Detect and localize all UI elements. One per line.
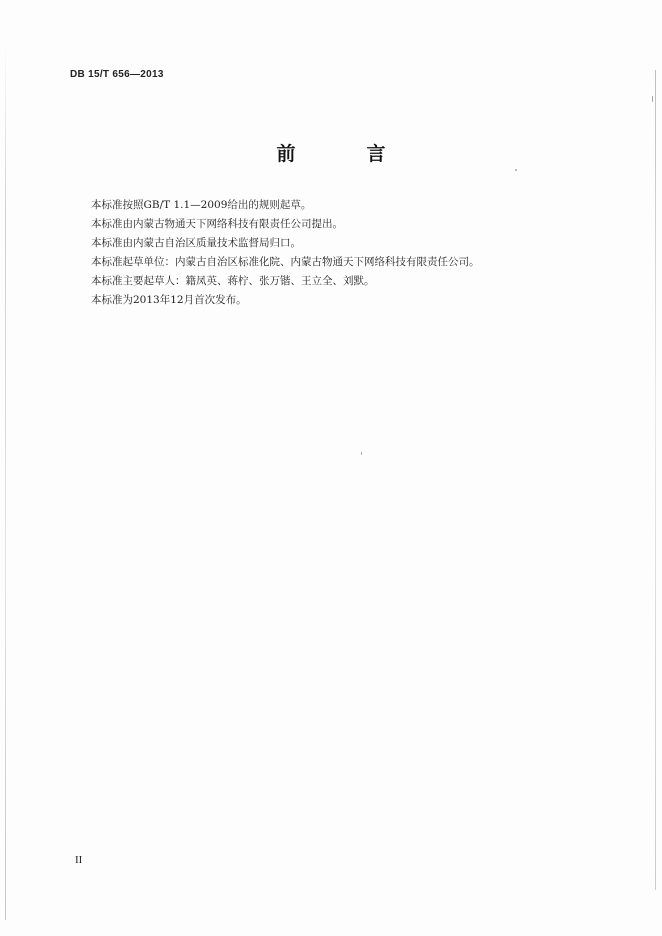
paragraph-centralized-by: 本标准由内蒙古自治区质量技术监督局归口。	[91, 237, 301, 249]
scan-edge-left	[5, 40, 6, 920]
standard-code-header: DB 15/T 656—2013	[70, 69, 164, 80]
scan-speck	[652, 96, 653, 102]
paragraph-proposer: 本标准由内蒙古物通天下网络科技有限责任公司提出。	[91, 218, 343, 230]
scan-speck	[515, 169, 517, 171]
scan-edge-right	[655, 70, 656, 890]
paragraph-first-release: 本标准为2013年12月首次发布。	[91, 294, 247, 306]
page-number: II	[75, 854, 83, 866]
scan-speck	[361, 452, 362, 455]
page-title: 前 言	[276, 143, 412, 165]
paragraph-drafters: 本标准主要起草人：籍凤英、蒋柠、张万锴、王立全、刘默。	[91, 275, 375, 287]
paragraph-drafting-rules: 本标准按照GB/T 1.1—2009给出的规则起草。	[91, 199, 312, 211]
foreword-body	[91, 196, 631, 310]
paragraph-drafting-units: 本标准起草单位：内蒙古自治区标准化院、内蒙古物通天下网络科技有限责任公司。	[91, 256, 480, 268]
